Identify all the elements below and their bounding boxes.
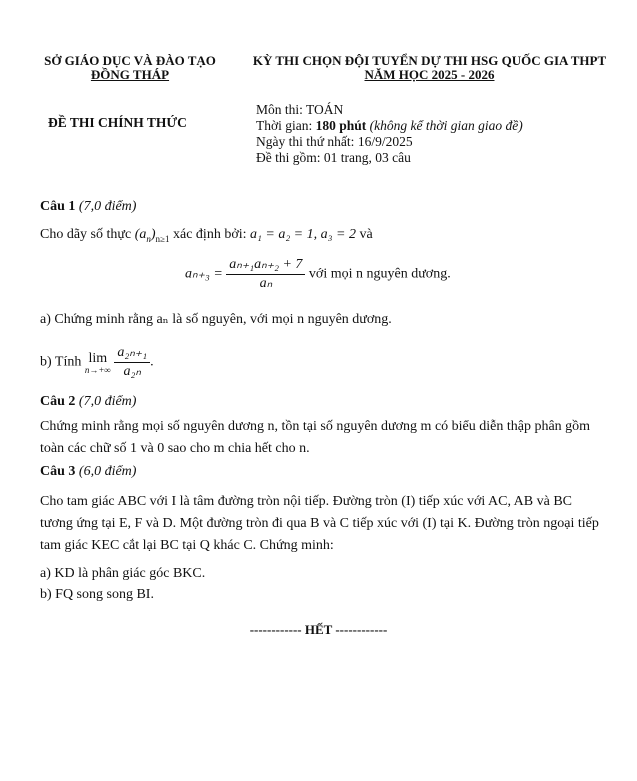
subject-line — [256, 102, 343, 118]
date-value: 16/9/2025 — [357, 134, 413, 149]
q3-part-a: a) KD là phân giác góc BKC. — [40, 566, 206, 581]
limit-fraction — [114, 344, 150, 381]
time-value: 180 phút — [315, 118, 367, 133]
date-line — [256, 134, 413, 150]
lim-word: lim — [88, 350, 108, 366]
q1-intro-line — [40, 224, 600, 250]
subject-value: TOÁN — [306, 102, 344, 117]
date-label: Ngày thi thứ nhất: — [256, 134, 358, 149]
q3-text: Cho tam giác ABC với I là tâm đường tròn nội tiếp. Đường tròn (I) tiếp xúc với AC, AB và BC tương ứng tại E, F và D. Một đường tròn đi qua B và C tiếp xúc với (I) tại K. Đường tròn ngoại tiếp tam giác KEC cắt lại BC tại Q khác C. Chứng minh: — [40, 494, 599, 553]
rec-numerator: aₙ₊₁aₙ₊₂ + 7 — [226, 256, 305, 275]
q1-points: (7,0 điểm) — [78, 199, 137, 214]
q1-recurrence — [185, 256, 451, 293]
q1-and: và — [359, 227, 373, 242]
pages-line: Đề thi gồm: 01 trang, 03 câu — [256, 150, 411, 165]
department-province: ĐỒNG THÁP — [90, 67, 170, 82]
lim-subscript: n→+∞ — [84, 364, 111, 375]
q2-title: Câu 2 — [40, 394, 76, 409]
rec-fraction — [226, 256, 305, 293]
time-line — [256, 118, 523, 134]
rec-tail: với mọi n nguyên dương. — [308, 266, 451, 282]
q1-part-b: b) Tính lim n→+∞ $\frac{\text{a₂ₙ₊₁}}{\text{a₂ₙ}}$ . — [40, 345, 154, 379]
sequence-notation: $(a_n)_{n\ge 1}$ — [134, 227, 170, 244]
limit-operator — [85, 351, 111, 375]
exam-title: KỲ THI CHỌN ĐỘI TUYỂN DỰ THI HSG QUỐC GIA THPT — [252, 53, 607, 68]
q3-heading — [40, 464, 136, 480]
q2-text: Chứng minh rằng mọi số nguyên dương n, tồn tại số nguyên dương m có biểu diễn thập phân gồm toàn các chữ số 1 và 0 sao cho m chia hết cho n. — [40, 419, 591, 456]
q1-part-a: a) Chứng minh rằng aₙ là số nguyên, với mọi n nguyên dương. — [40, 312, 392, 327]
school-year: NĂM HỌC 2025 - 2026 — [364, 67, 495, 82]
q1-heading — [40, 199, 136, 215]
official-label: ĐỀ THI CHÍNH THỨC — [48, 115, 187, 130]
q1-defined: xác định bởi: — [173, 227, 247, 242]
q2-heading — [40, 394, 136, 410]
q3-title: Câu 3 — [40, 464, 76, 479]
time-label: Thời gian: — [256, 118, 316, 133]
lim-numerator: a₂ₙ₊₁ — [114, 344, 150, 363]
department-name: SỞ GIÁO DỤC VÀ ĐÀO TẠO — [44, 53, 216, 68]
subject-label: Môn thi: — [256, 102, 307, 117]
q1-initial: a₁ = a₂ = 1, a₃ = 2 — [250, 227, 356, 242]
rec-denominator: aₙ — [259, 276, 273, 291]
q1-intro: Cho dãy số thực — [40, 227, 132, 242]
q3-points: (6,0 điểm) — [78, 464, 137, 479]
q3-part-b: b) FQ song song BI. — [40, 587, 154, 602]
q1-title: Câu 1 — [40, 199, 76, 214]
rec-lhs: aₙ₊₃ = — [185, 266, 223, 282]
end-marker: ------------ HẾT ------------ — [249, 622, 388, 637]
q2-points: (7,0 điểm) — [78, 394, 137, 409]
q1-part-b-prefix: b) Tính — [40, 354, 82, 370]
lim-denominator: a₂ₙ — [123, 364, 141, 379]
time-note: (không kể thời gian giao đề) — [369, 118, 523, 133]
